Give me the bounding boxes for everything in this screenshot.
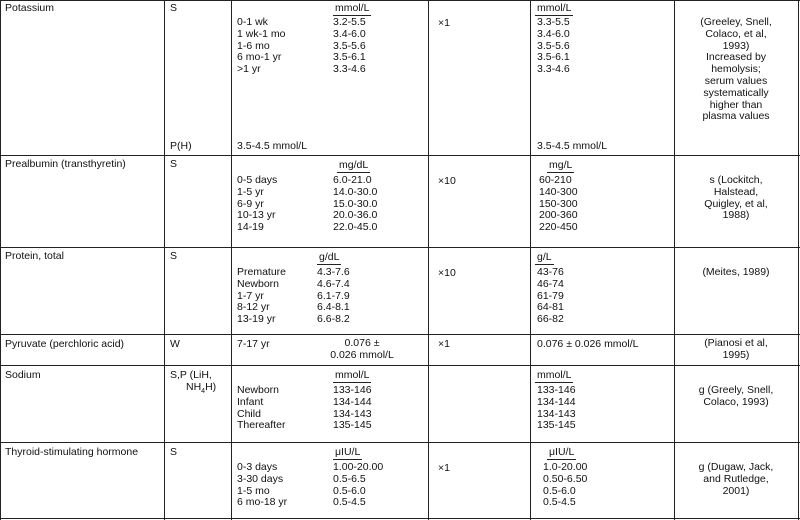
conv-value: 0.5-6.5 [333,472,366,485]
table-row-potassium [0,0,800,155]
age-group: Child [237,407,261,420]
si-value: 220-450 [539,221,578,234]
conv-value: 6.6-8.2 [317,313,350,326]
si-value: 3.5-6.1 [537,51,570,64]
conv-value: 0.5-6.0 [333,484,366,497]
comment-line: 1993) [722,39,750,52]
age-group: 8-12 yr [237,301,270,314]
comment-line: systematically [703,86,769,99]
specimen: S,P (LiH, [170,369,212,381]
conv-value: 15.0-30.0 [333,197,378,210]
si-value: 135-145 [537,419,576,432]
si-unit-header: mg/L [549,159,573,171]
comments [676,175,796,222]
age-group: 0-3 days [237,461,278,473]
row-border [0,518,800,519]
age-group: Newborn [237,277,280,290]
test-name: Thyroid-stimulating hormone [5,446,139,458]
age-group: 1-5 yr [237,185,264,198]
specimen-plasma: P(H) [170,140,192,152]
conv-values [333,462,383,509]
si-value: 200-360 [539,209,578,222]
comments [676,17,796,123]
comments [676,338,796,362]
conv-values [310,338,414,362]
age-group: 1-5 mo [237,484,270,497]
comment-line: g (Greely, Snell, [698,384,774,396]
comment-line: serum values [704,74,768,87]
age-group: Newborn [237,384,280,396]
conv-value: 133-146 [333,384,372,396]
conv-value: 1.00-20.00 [333,461,384,473]
comment-line: Quigley, et al, [704,197,768,210]
comments [676,385,796,409]
conversion-factor: ×1 [438,17,450,29]
si-value: 0.5-4.5 [543,496,576,509]
si-value: 3.4-6.0 [537,27,570,40]
si-value: 46-74 [537,277,564,290]
comment-line: hemolysis; [711,63,761,76]
comments [676,267,796,279]
si-value: 134-144 [537,395,576,408]
conversion-factor: ×10 [438,175,456,187]
age-group: 0-1 wk [237,16,268,28]
conv-values [333,385,372,432]
age-groups [237,175,277,234]
comment-line: Colaco, 1993) [703,395,769,408]
conv-unit-header: μIU/L [335,446,361,458]
age-group: 1 wk-1 mo [237,27,286,40]
age-groups [237,385,285,432]
test-name: Protein, total [5,250,64,262]
age-groups [237,267,286,326]
specimen: W [170,338,180,350]
table-row-prealbumin [0,155,800,247]
age-group: Premature [237,266,287,278]
test-name: Pyruvate (perchloric acid) [5,338,125,350]
comment-line: and Rutledge, [703,472,769,485]
conversion-factor: ×1 [438,338,450,350]
age-group: 14-19 [237,221,264,234]
si-value: 0.076 ± 0.026 mmol/L [537,338,639,350]
si-value: 64-81 [537,301,564,314]
conv-value: 3.5-5.6 [333,39,366,52]
test-name: Sodium [5,369,41,381]
si-values [539,175,578,234]
specimen: S [170,2,178,14]
conversion-factor: ×10 [438,267,456,279]
si-plasma-value: 3.5-4.5 mmol/L [537,140,608,152]
age-group: 3-30 days [237,472,284,485]
age-group: 7-17 yr [237,338,270,350]
table-row-tsh [0,442,800,518]
table-row-protein-total [0,247,800,334]
conv-value: 20.0-36.0 [333,209,378,222]
si-values [543,462,587,509]
specimen-line-2: $NH_4H$) [186,381,217,396]
conv-value: 0.026 mmol/L [330,348,394,361]
conv-value: 0.5-4.5 [333,496,366,509]
table-row-pyruvate [0,334,800,365]
age-groups [237,462,287,509]
conversion-factor: ×1 [438,462,450,474]
conv-value: 134-144 [333,395,372,408]
specimen: S [170,446,178,458]
si-value: 1.0-20.00 [543,461,588,473]
conv-values [333,17,366,76]
conv-value: 6.0-21.0 [333,174,372,186]
comment-line: 1995) [722,348,750,361]
si-value: 140-300 [539,185,578,198]
conv-value: 3.2-5.5 [333,16,366,28]
si-value: 0.50-6.50 [543,472,588,485]
conv-unit-header: g/dL [319,251,340,263]
conv-value: 4.6-7.4 [317,277,350,290]
age-group: Thereafter [237,419,286,432]
si-value: 3.3-4.6 [537,63,570,76]
age-group: 0-5 days [237,174,278,186]
comment-line: Halstead, [713,185,759,198]
age-group: 6 mo-18 yr [237,496,288,509]
si-value: 43-76 [537,266,564,278]
comment-line: 2001) [722,484,750,497]
comment-line: higher than [709,98,763,111]
age-group: Infant [237,395,264,408]
si-value: 3.5-5.6 [537,39,570,52]
specimen: S [170,158,178,170]
comment-line: Colaco, et al, [705,27,767,40]
age-groups [237,17,285,76]
conv-value: 3.3-4.6 [333,63,366,76]
si-values [537,267,564,326]
conv-value: 6.4-8.1 [317,301,350,314]
comment-line: s (Lockitch, [709,174,763,186]
conv-value: 14.0-30.0 [333,185,378,198]
age-group: 1-6 mo [237,39,270,52]
comment-line: plasma values [702,110,770,123]
specimen: S [170,250,178,262]
age-group: 13-19 yr [237,313,276,326]
comments [676,462,796,497]
si-unit-header: μIU/L [549,446,575,458]
conv-value: 3.5-6.1 [333,51,366,64]
si-value: 66-82 [537,313,564,326]
comment-line: 1988) [722,209,750,222]
age-group: >1 yr [237,63,261,76]
comment-line: g (Dugaw, Jack, [698,461,774,473]
age-group: 6-9 yr [237,197,264,210]
conv-unit-header: mmol/L [335,2,370,14]
conv-value: 134-143 [333,407,372,420]
comment-line: (Greeley, Snell, [700,16,772,28]
conv-plasma-value: 3.5-4.5 mmol/L [237,140,308,152]
age-group: 1-7 yr [237,289,264,302]
conv-value: 22.0-45.0 [333,221,378,234]
conv-value: 3.4-6.0 [333,27,366,40]
conv-values [317,267,350,326]
age-group: 10-13 yr [237,209,276,222]
conv-value: 6.1-7.9 [317,289,350,302]
si-values [537,17,570,76]
table-row-sodium [0,365,800,442]
conv-values [333,175,377,234]
conv-value: 135-145 [333,419,372,432]
conv-value: 4.3-7.6 [317,266,350,278]
si-value: 61-79 [537,289,564,302]
si-value: 150-300 [539,197,578,210]
si-unit-header: mmol/L [537,2,572,14]
conv-value: 0.076 ± [344,337,380,349]
comment-line: Increased by [705,51,767,64]
si-unit-header: g/L [537,251,552,263]
si-value: 3.3-5.5 [537,16,570,28]
test-name: Potassium [5,2,55,14]
si-values [537,385,576,432]
age-group: 6 mo-1 yr [237,51,282,64]
si-value: 60-210 [539,174,572,186]
conv-unit-header: mg/dL [339,159,369,171]
si-value: 134-143 [537,407,576,420]
comment-line: (Pianosi et al, [704,337,768,349]
si-value: 0.5-6.0 [543,484,576,497]
conv-unit-header: mmol/L [335,369,370,381]
si-unit-header: mmol/L [537,369,572,381]
si-value: 133-146 [537,384,576,396]
test-name: Prealbumin (transthyretin) [5,158,126,170]
comment-line: (Meites, 1989) [702,266,770,278]
